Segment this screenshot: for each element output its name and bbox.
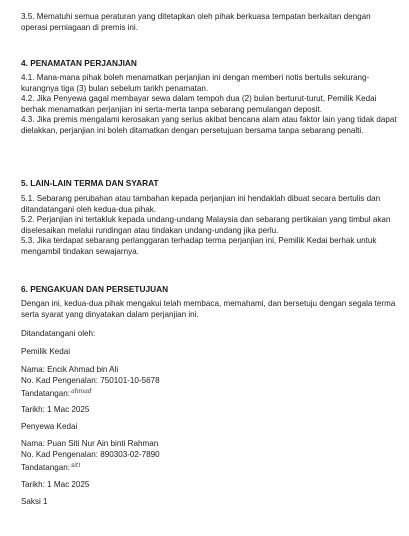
section-4-heading: 4. PENAMATAN PERJANJIAN xyxy=(21,58,137,68)
tenant-role: Penyewa Kedai xyxy=(21,422,78,431)
tenant-name: Nama: Puan Siti Nur Ain binti Rahman xyxy=(21,439,159,448)
owner-name: Nama: Encik Ahmad bin Ali xyxy=(21,365,119,374)
clause-5-3: 5.3. Jika terdapat sebarang perlanggaran terhadap terma perjanjian ini, Pemilik Kedai berhak untuk mengambil tindakan sewajarnya. xyxy=(21,236,377,256)
tenant-signature-label: Tandatangan: xyxy=(21,463,71,472)
section-4-body xyxy=(21,73,399,137)
clause-5-2: 5.2. Perjanjian ini tertakluk kepada undang-undang Malaysia dan sebarang pertikaian yang timbul akan diselesaikan melalui rundingan atau tindakan undang-undang jika perlu. xyxy=(21,215,391,235)
tenant-details xyxy=(21,439,399,460)
section-5-body xyxy=(21,194,399,258)
signed-by-label: Ditandatangani oleh: xyxy=(21,329,96,338)
section-6-intro: Dengan ini, kedua-dua pihak mengakui telah membaca, memahami, dan bersetuju dengan segala terma serta syarat yang dinyatakan dalam perjanjian ini. xyxy=(21,299,396,319)
tenant-signature-row xyxy=(21,463,399,475)
section-6-heading: 6. PENGAKUAN DAN PERSETUJUAN xyxy=(21,284,169,294)
owner-signature: ahmad xyxy=(71,388,92,395)
owner-date: Tarikh: 1 Mac 2025 xyxy=(21,405,90,414)
clause-5-1: 5.1. Sebarang perubahan atau tambahan kepada perjanjian ini hendaklah dibuat secara bertulis dan ditandatangani oleh kedua-dua pihak. xyxy=(21,194,381,214)
tenant-ic: No. Kad Pengenalan: 890303-02-7890 xyxy=(21,449,160,459)
witness-label: Saksi 1 xyxy=(21,497,48,506)
tenant-date: Tarikh: 1 Mac 2025 xyxy=(21,480,90,489)
owner-ic: No. Kad Pengenalan: 750101-10-5678 xyxy=(21,375,160,385)
clause-4-2: 4.2. Jika Penyewa gagal membayar sewa dalam tempoh dua (2) bulan berturut-turut, Pemilik Kedai berhak menamatkan perjanjian ini serta-merta tanpa sebarang pemulangan deposit. xyxy=(21,94,377,114)
clause-4-3: 4.3. Jika premis mengalami kerosakan yang serius akibat bencana alam atau faktor lain yang tidak dapat dielakkan, perjanjian ini boleh ditamatkan dengan persetujuan bersama tanpa sebarang penalti. xyxy=(21,115,397,135)
owner-signature-row xyxy=(21,389,399,401)
owner-role: Pemilik Kedai xyxy=(21,347,71,356)
section-5-heading: 5. LAIN-LAIN TERMA DAN SYARAT xyxy=(21,178,159,188)
clause-3-5 xyxy=(21,12,399,33)
owner-details xyxy=(21,365,399,386)
clause-4-1: 4.1. Mana-mana pihak boleh menamatkan perjanjian ini dengan memberi notis bertulis sekurang-kurangnya tiga (3) bulan sebelum tarikh penamatan. xyxy=(21,73,370,93)
clause-3-5-text: 3.5. Mematuhi semua peraturan yang ditetapkan oleh pihak berkuasa tempatan berkaitan dengan operasi perniagaan di premis ini. xyxy=(21,12,371,32)
owner-signature-label: Tandatangan: xyxy=(21,389,71,398)
tenant-signature: siti xyxy=(71,462,81,469)
